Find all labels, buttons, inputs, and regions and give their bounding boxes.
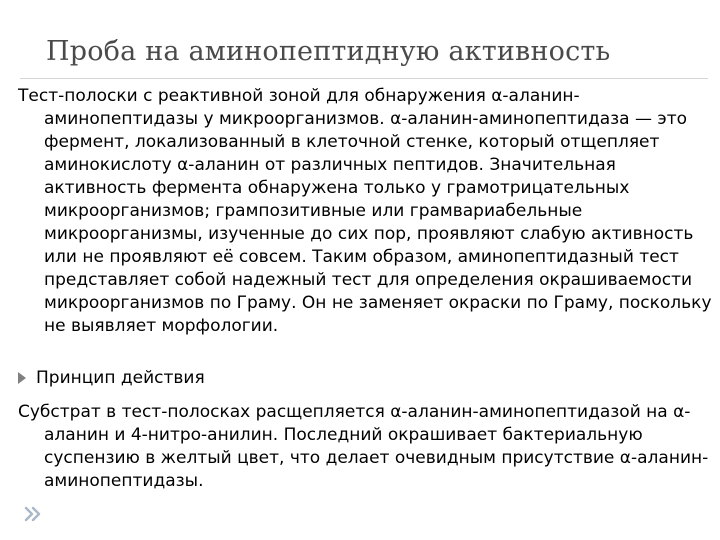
title-divider — [20, 78, 708, 79]
double-chevron-right-icon[interactable] — [24, 506, 42, 522]
slide-title: Проба на аминопептидную активность — [46, 36, 611, 67]
bullet-item-principle — [18, 367, 205, 390]
triangle-right-icon — [18, 372, 26, 384]
paragraph-principle: Субстрат в тест-полосках расщепляется α-аланин-аминопептидазой на α-аланин и 4-нитро-анилин. Последний окрашивает бактериальную суспензию в желтый цвет, что делает очевидным присутствие α-аланин-аминопептидазы. — [18, 402, 709, 491]
paragraph-description: Тест-полоски с реактивной зоной для обнаружения α-аланин-аминопептидазы у микроорганизмов. α-аланин-аминопептидаза — это фермент, локализованный в клеточной стенке, который отщепляет аминокислоту α-аланин от различных пептидов. Значительная активность фермента обнаружена только у грамотрицательных микроорганизмов; грампозитивные или грамвариабельные микроорганизмы, изученные до сих пор, проявляют слабую активность или не проявляют её совсем. Таким образом, аминопептидазный тест представляет собой надежный тест для определения окрашиваемости микроорганизмов по Граму. Он не заменяет окраски по Граму, поскольку не выявляет морфологии. — [18, 86, 712, 336]
bullet-label: Принцип действия — [36, 368, 205, 388]
